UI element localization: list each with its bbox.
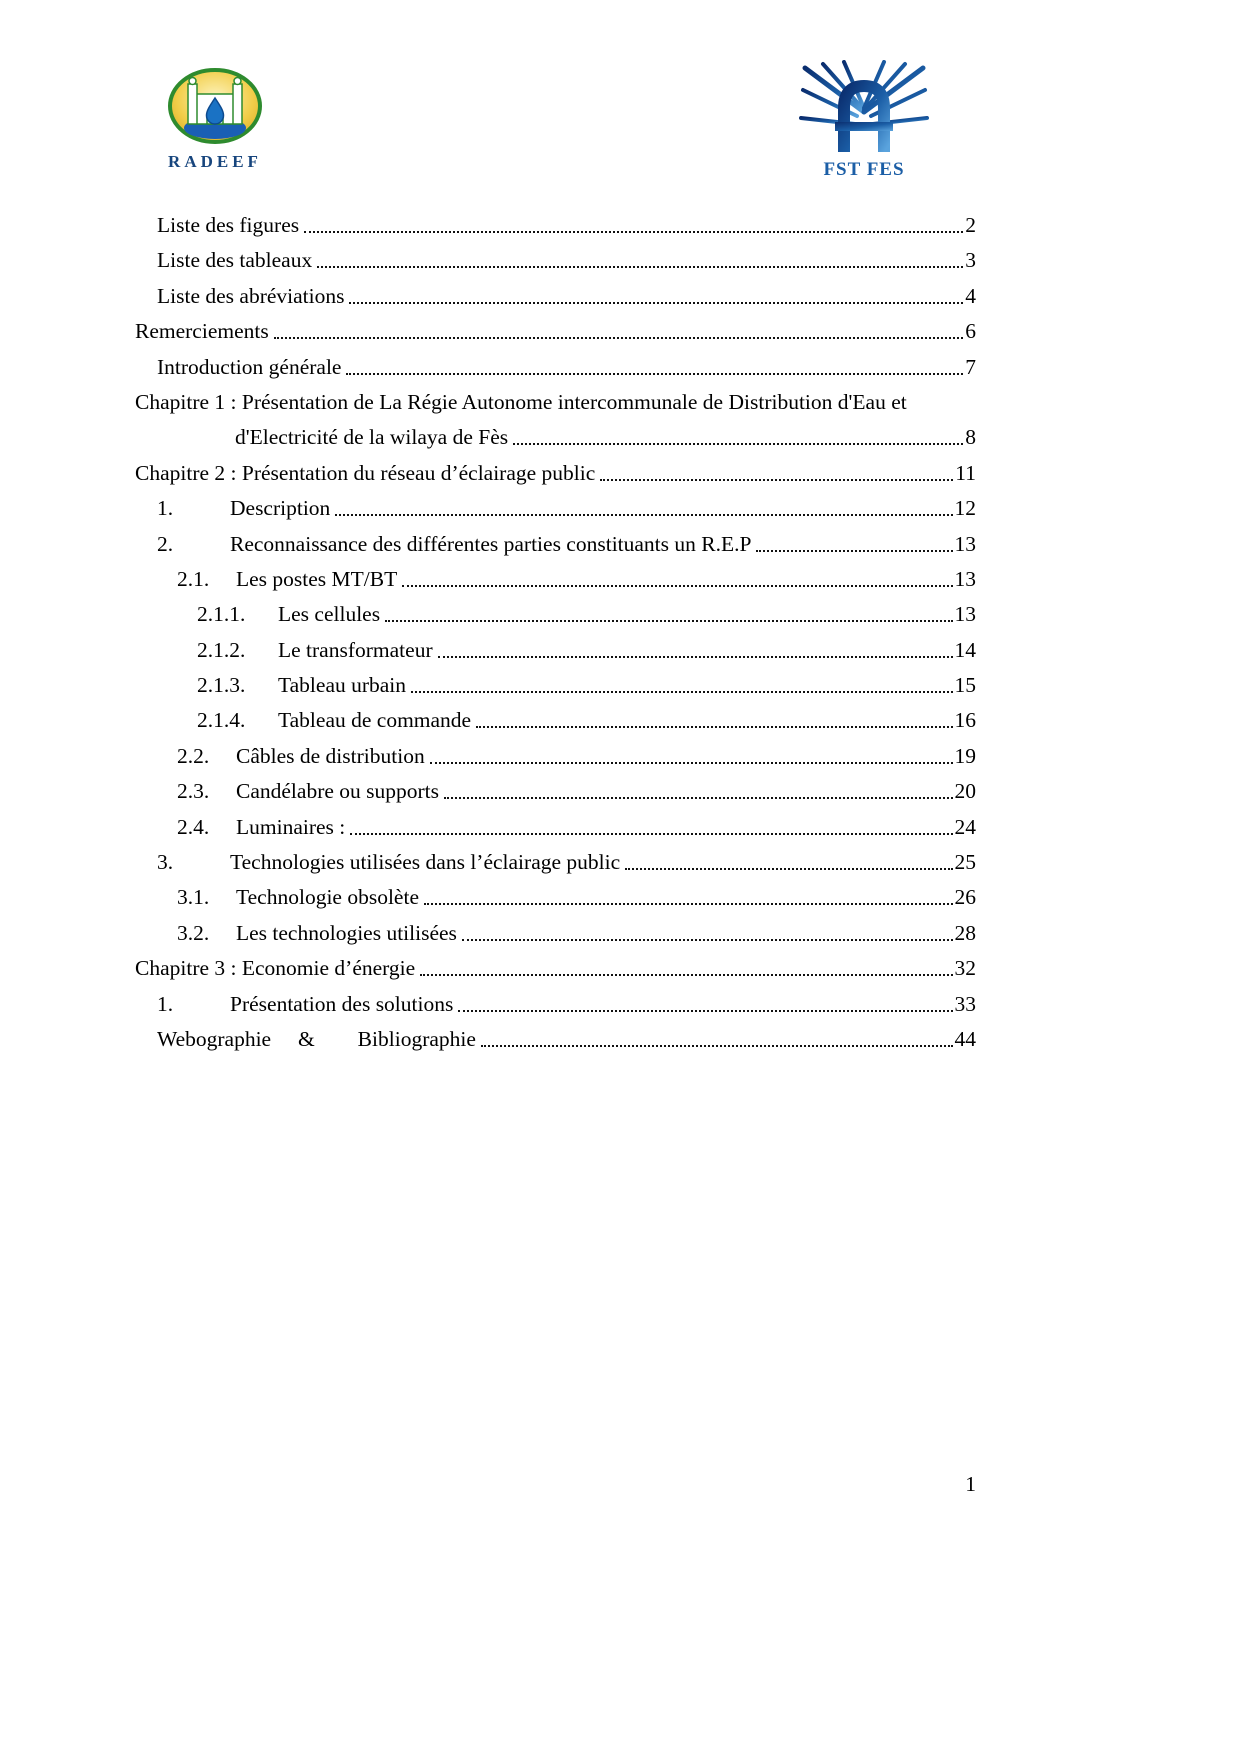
toc-leader-dots [304,231,963,233]
toc-leader-dots [420,974,952,976]
toc-entry-label: Les postes MT/BT [236,566,398,591]
toc-entry-page: 33 [954,991,976,1016]
toc-entry-number: 2.1.4. [197,708,246,733]
toc-entry-label: Chapitre 2 : Présentation du réseau d’éclairage public [135,460,596,485]
toc-entry [135,922,976,945]
toc-entry [135,639,976,662]
toc-leader-dots [458,1010,952,1012]
toc-entry [135,957,976,980]
toc-entry-number: 3.1. [177,885,210,910]
toc-entry-page: 3 [965,248,976,273]
toc-entry-label: Remerciements [135,319,269,344]
toc-entry [135,709,976,732]
toc-entry-label: Câbles de distribution [236,743,425,768]
toc-entry [135,780,976,803]
toc-entry-label: Chapitre 1 : Présentation de La Régie Autonome intercommunale de Distribution d'Eau et [135,389,907,414]
toc-leader-dots [513,443,963,445]
toc-entry-page: 11 [955,460,976,485]
toc-entry [135,603,976,626]
toc-entry-number: 2.3. [177,779,210,804]
toc-entry-page: 20 [954,779,976,804]
toc-entry-label: Technologies utilisées dans l’éclairage public [230,850,621,875]
toc-leader-dots [444,797,952,799]
table-of-contents [135,214,976,1063]
toc-entry [135,462,976,485]
toc-leader-dots [317,266,963,268]
toc-entry-number: 2.1.1. [197,602,246,627]
toc-entry-page: 7 [965,354,976,379]
radeef-logo [163,68,267,172]
toc-entry-page: 25 [954,850,976,875]
toc-entry-number: 1. [157,991,174,1016]
toc-entry [135,426,976,449]
toc-entry-number: 2.2. [177,743,210,768]
toc-leader-dots [335,514,952,516]
footer-page-number: 1 [965,1472,976,1496]
toc-entry [135,497,976,520]
toc-leader-dots [346,373,963,375]
radeef-logo-text: RADEEF [168,152,262,171]
toc-leader-dots [385,620,952,622]
toc-entry-page: 6 [965,319,976,344]
toc-entry-label: Technologie obsolète [236,885,419,910]
toc-leader-dots [430,762,953,764]
toc-leader-dots [481,1045,953,1047]
toc-entry-label: Tableau urbain [278,673,407,698]
toc-leader-dots [402,585,952,587]
toc-entry-label: Liste des figures [157,213,300,237]
toc-entry-label: Les technologies utilisées [236,920,457,945]
toc-entry-label: Reconnaissance des différentes parties constituants un R.E.P [230,531,752,556]
toc-entry-number: 2.1.2. [197,637,246,662]
toc-entry-label: d'Electricité de la wilaya de Fès [235,425,509,450]
toc-entry-number: 3.2. [177,920,210,945]
toc-entry-page: 24 [954,814,976,839]
toc-entry-number: 2.1. [177,566,210,591]
toc-entry [135,249,976,272]
toc-entry [135,356,976,379]
toc-entry-page: 44 [954,1026,976,1051]
toc-entry-page: 8 [965,425,976,450]
toc-entry [135,285,976,308]
toc-entry [135,745,976,768]
toc-entry [135,391,976,414]
toc-entry-page: 28 [954,920,976,945]
toc-entry-label: Webographie & Bibliographie [157,1026,476,1051]
toc-entry-page: 13 [954,602,976,627]
toc-entry [135,816,976,839]
toc-entry [135,993,976,1016]
toc-entry [135,851,976,874]
fst-fes-logo-icon [797,143,931,160]
toc-entry-label: Luminaires : [236,814,346,839]
toc-entry [135,320,976,343]
toc-entry-label: Description [230,496,331,521]
toc-leader-dots [600,479,953,481]
toc-leader-dots [438,656,953,658]
toc-entry-page: 12 [954,496,976,521]
toc-entry-page: 16 [954,708,976,733]
toc-leader-dots [349,302,963,304]
toc-entry [135,674,976,697]
toc-entry-number: 3. [157,850,174,875]
toc-entry-number: 2.4. [177,814,210,839]
toc-entry-label: Tableau de commande [278,708,472,733]
toc-entry [135,214,976,237]
toc-entry-label: Le transformateur [278,637,433,662]
toc-leader-dots [756,550,952,552]
toc-entry-label: Liste des abréviations [157,283,345,308]
toc-entry-page: 19 [954,743,976,768]
toc-entry-page: 13 [954,566,976,591]
toc-entry-page: 4 [965,283,976,308]
toc-entry [135,533,976,556]
toc-leader-dots [476,726,952,728]
toc-leader-dots [411,691,952,693]
toc-entry-page: 13 [954,531,976,556]
toc-leader-dots [424,903,953,905]
toc-entry [135,886,976,909]
toc-leader-dots [274,337,964,339]
toc-entry-label: Présentation des solutions [230,991,454,1016]
toc-entry-label: Les cellules [278,602,381,627]
toc-entry-number: 2. [157,531,174,556]
fst-fes-logo-text: FST FES [823,159,905,180]
toc-leader-dots [625,868,952,870]
toc-entry-label: Candélabre ou supports [236,779,440,804]
toc-entry-label: Introduction générale [157,354,342,379]
toc-entry-page: 32 [954,956,976,981]
toc-entry-label: Chapitre 3 : Economie d’énergie [135,956,416,981]
toc-entry-page: 2 [965,213,976,237]
toc-leader-dots [350,833,952,835]
fst-fes-logo [793,60,935,181]
toc-entry [135,1028,976,1051]
toc-entry-page: 15 [954,673,976,698]
toc-entry-number: 1. [157,496,174,521]
toc-entry-number: 2.1.3. [197,673,246,698]
toc-leader-dots [462,939,953,941]
toc-entry-page: 14 [954,637,976,662]
toc-entry-label: Liste des tableaux [157,248,313,273]
toc-entry-page: 26 [954,885,976,910]
toc-entry [135,568,976,591]
